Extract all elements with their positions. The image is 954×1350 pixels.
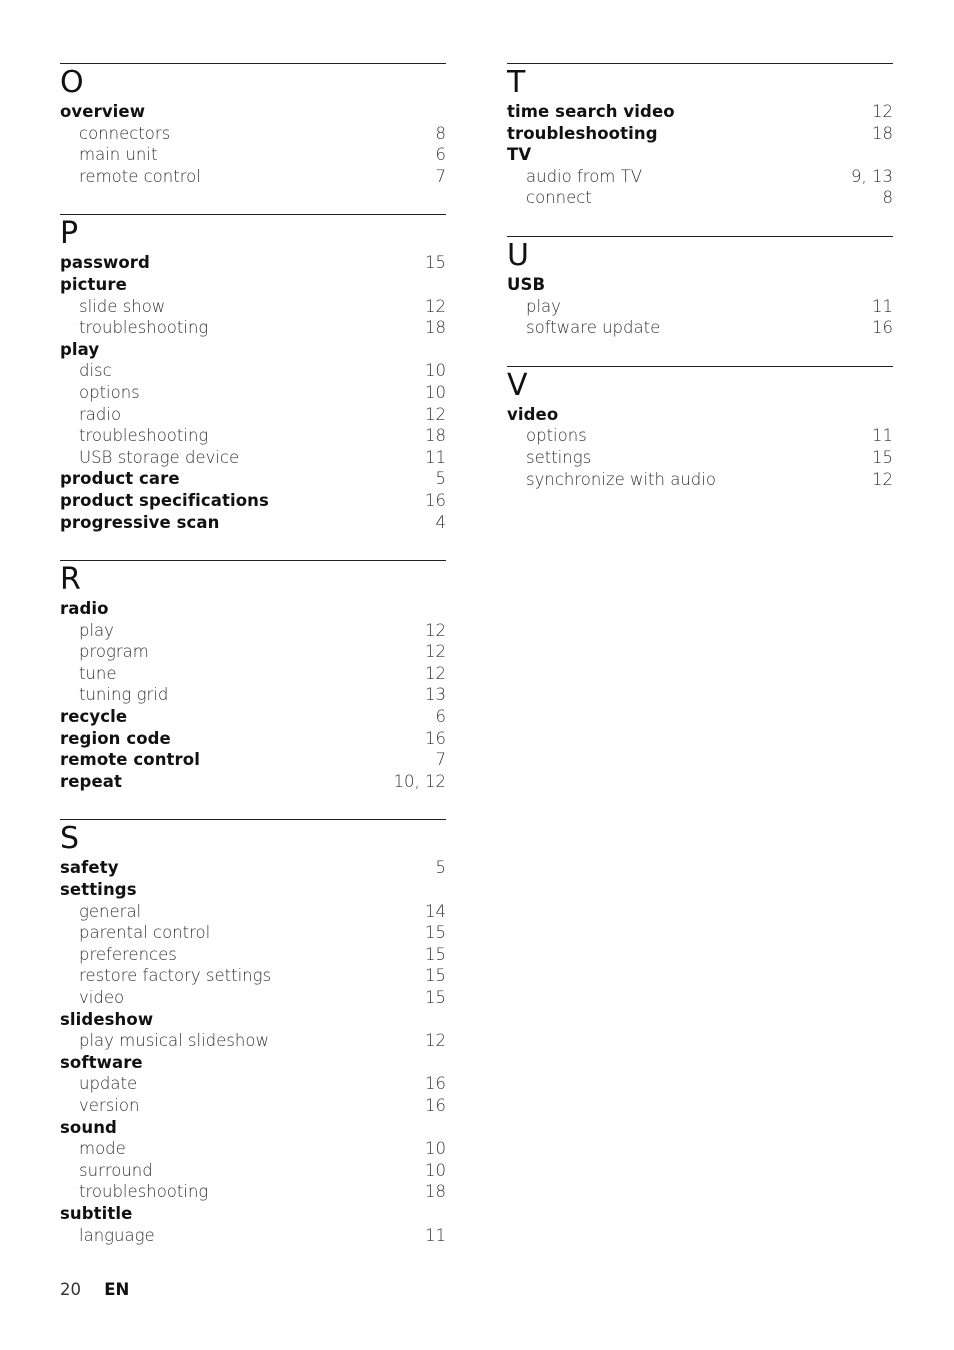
index-subentry	[60, 1073, 446, 1095]
index-subentry	[60, 382, 446, 404]
index-subentry	[507, 166, 893, 188]
index-entry	[60, 274, 446, 296]
index-entry	[507, 123, 893, 145]
entry-label: USB storage device	[79, 447, 240, 467]
index-column-right	[507, 63, 893, 517]
index-subentry	[60, 425, 446, 447]
section-letter: O	[60, 65, 84, 100]
entry-page: 18	[872, 123, 893, 143]
entry-label: disc	[79, 361, 112, 381]
entry-page: 13	[425, 685, 446, 705]
index-subentry	[60, 144, 446, 166]
entry-label: general	[79, 901, 142, 921]
entry-label: troubleshooting	[79, 1182, 209, 1202]
entry-label: USB	[507, 274, 546, 294]
entry-label: parental control	[79, 923, 211, 943]
entry-page: 10, 12	[393, 771, 446, 791]
index-subentry	[60, 663, 446, 685]
entry-page: 10	[425, 361, 446, 381]
entry-label: safety	[60, 858, 119, 878]
index-subentry	[60, 1138, 446, 1160]
index-subentry	[60, 641, 446, 663]
section-letter: U	[507, 237, 529, 273]
index-entry	[60, 490, 446, 512]
entry-label: play	[79, 620, 114, 640]
index-entry	[60, 598, 446, 620]
section-letter: P	[60, 216, 79, 252]
entry-page: 12	[425, 296, 446, 316]
index-subentry	[60, 360, 446, 382]
entry-label: audio from TV	[526, 166, 642, 186]
entry-label: tuning grid	[79, 685, 169, 705]
entry-page: 15	[425, 253, 446, 273]
entry-label: connectors	[79, 123, 171, 143]
entry-label: synchronize with audio	[526, 469, 716, 489]
entry-page: 15	[872, 447, 893, 467]
language-code: EN	[104, 1280, 130, 1299]
index-subentry	[507, 317, 893, 339]
index-subentry	[60, 944, 446, 966]
index-subentry	[60, 317, 446, 339]
entry-label: mode	[79, 1139, 126, 1159]
entry-label: radio	[60, 599, 109, 619]
index-entry	[60, 1203, 446, 1225]
entry-label: TV	[507, 145, 532, 165]
entry-label: play	[60, 339, 100, 359]
entry-label: troubleshooting	[79, 318, 209, 338]
entry-page: 4	[435, 512, 446, 532]
entry-label: options	[79, 382, 140, 402]
entry-label: options	[526, 426, 587, 446]
index-subentry	[507, 296, 893, 318]
index-section	[507, 63, 893, 209]
entry-label: region code	[60, 728, 171, 748]
entry-page: 10	[425, 1160, 446, 1180]
index-subentry	[60, 1095, 446, 1117]
index-subentry	[60, 922, 446, 944]
section-letter: R	[60, 562, 81, 598]
index-entry	[60, 771, 446, 793]
entry-label: recycle	[60, 707, 128, 727]
entry-label: program	[79, 642, 149, 662]
entry-page: 8	[882, 188, 893, 208]
index-entry	[507, 274, 893, 296]
entry-page: 12	[872, 469, 893, 489]
entry-page: 16	[425, 728, 446, 748]
index-subentry	[60, 404, 446, 426]
entry-label: slideshow	[60, 1009, 154, 1029]
index-section	[60, 819, 446, 1246]
entry-label: product specifications	[60, 490, 269, 510]
index-entry	[60, 1117, 446, 1139]
index-entry	[60, 468, 446, 490]
entry-label: remote control	[60, 750, 200, 770]
index-column-left	[60, 63, 446, 1273]
entry-label: main unit	[79, 145, 158, 165]
index-entry	[60, 339, 446, 361]
index-entry	[507, 101, 893, 123]
entry-label: update	[79, 1074, 138, 1094]
entry-label: repeat	[60, 771, 122, 791]
index-entry	[60, 1052, 446, 1074]
index-entry	[60, 101, 446, 123]
entry-page: 6	[435, 145, 446, 165]
entry-label: preferences	[79, 944, 177, 964]
entry-label: remote control	[79, 166, 201, 186]
entry-page: 12	[872, 102, 893, 121]
entry-label: slide show	[79, 296, 166, 316]
entry-page: 15	[425, 988, 446, 1007]
index-subentry	[60, 901, 446, 923]
entry-page: 12	[425, 663, 446, 683]
entry-page: 12	[425, 642, 446, 662]
index-entry	[60, 857, 446, 879]
entry-label: overview	[60, 102, 146, 121]
index-subentry	[60, 296, 446, 318]
entry-label: restore factory settings	[79, 966, 272, 986]
entry-page: 12	[425, 620, 446, 640]
entry-page: 15	[425, 944, 446, 964]
index-entry	[60, 728, 446, 750]
entry-label: video	[79, 988, 125, 1007]
entry-label: progressive scan	[60, 512, 220, 532]
index-subentry	[60, 620, 446, 642]
index-subentry	[60, 1030, 446, 1052]
entry-label: troubleshooting	[507, 123, 658, 143]
index-section	[507, 236, 893, 339]
section-letter: T	[507, 65, 526, 100]
index-subentry	[60, 1160, 446, 1182]
index-subentry	[60, 1225, 446, 1247]
index-section	[60, 560, 446, 792]
entry-label: picture	[60, 274, 127, 294]
entry-page: 9, 13	[851, 166, 893, 186]
index-entry	[60, 252, 446, 274]
entry-page: 16	[872, 318, 893, 338]
index-entry	[60, 512, 446, 534]
entry-label: settings	[60, 880, 137, 900]
entry-page: 14	[425, 901, 446, 921]
index-subentry	[60, 965, 446, 987]
index-subentry	[60, 1181, 446, 1203]
entry-label: connect	[526, 188, 592, 208]
entry-page: 18	[425, 426, 446, 446]
entry-label: software	[60, 1052, 143, 1072]
entry-label: version	[79, 1095, 140, 1115]
entry-label: troubleshooting	[79, 426, 209, 446]
entry-page: 7	[435, 166, 446, 186]
index-subentry	[507, 187, 893, 209]
section-letter: S	[60, 821, 80, 857]
page-footer	[60, 1279, 129, 1301]
index-entry	[60, 749, 446, 771]
index-subentry	[60, 684, 446, 706]
entry-page: 16	[425, 1074, 446, 1094]
index-section	[60, 63, 446, 187]
entry-label: time search video	[507, 102, 675, 121]
entry-label: settings	[526, 447, 592, 467]
entry-label: language	[79, 1225, 155, 1245]
entry-label: play musical slideshow	[79, 1031, 269, 1051]
page-number: 20	[60, 1280, 81, 1299]
entry-page: 6	[435, 707, 446, 727]
entry-page: 11	[425, 447, 446, 467]
index-subentry	[507, 425, 893, 447]
index-subentry	[507, 447, 893, 469]
entry-label: sound	[60, 1117, 117, 1137]
index-subentry	[60, 166, 446, 188]
section-letter: V	[507, 367, 528, 403]
entry-label: radio	[79, 404, 122, 424]
index-section	[60, 214, 446, 533]
entry-page: 12	[425, 404, 446, 424]
entry-label: play	[526, 296, 561, 316]
entry-page: 11	[872, 426, 893, 446]
index-subentry	[60, 987, 446, 1009]
index-subentry	[60, 123, 446, 145]
entry-label: tune	[79, 663, 117, 683]
index-entry	[507, 404, 893, 426]
entry-page: 7	[435, 750, 446, 770]
index-entry	[507, 144, 893, 166]
index-entry	[60, 879, 446, 901]
index-subentry	[507, 469, 893, 491]
entry-page: 16	[425, 1095, 446, 1115]
entry-page: 16	[425, 490, 446, 510]
index-entry	[60, 706, 446, 728]
index-section	[507, 366, 893, 490]
entry-page: 15	[425, 966, 446, 986]
entry-page: 11	[872, 296, 893, 316]
entry-page: 12	[425, 1031, 446, 1051]
entry-page: 8	[435, 123, 446, 143]
entry-page: 11	[425, 1225, 446, 1245]
entry-label: surround	[79, 1160, 153, 1180]
entry-page: 5	[435, 469, 446, 489]
entry-page: 18	[425, 318, 446, 338]
entry-label: video	[507, 404, 559, 424]
index-entry	[60, 1009, 446, 1031]
entry-label: subtitle	[60, 1203, 133, 1223]
entry-label: software update	[526, 318, 661, 338]
entry-label: password	[60, 253, 150, 273]
entry-page: 10	[425, 382, 446, 402]
entry-page: 10	[425, 1139, 446, 1159]
index-subentry	[60, 447, 446, 469]
entry-page: 15	[425, 923, 446, 943]
entry-page: 5	[435, 858, 446, 878]
entry-label: product care	[60, 469, 180, 489]
entry-page: 18	[425, 1182, 446, 1202]
